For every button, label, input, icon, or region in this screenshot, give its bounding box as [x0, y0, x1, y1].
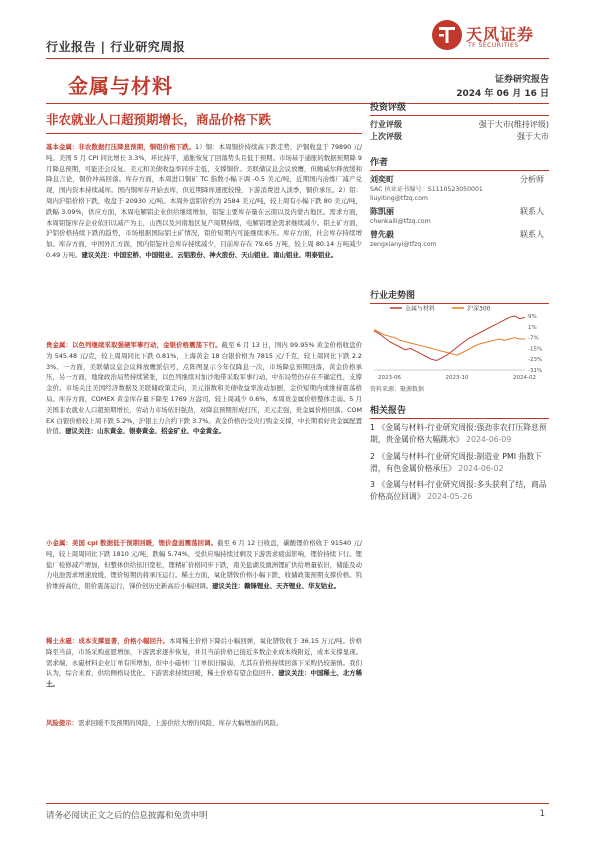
related-report-date: 2024-06-09 — [466, 435, 512, 445]
report-date: 2024 年 06 月 16 日 — [456, 89, 549, 99]
rating-title: 投资评级 — [370, 103, 407, 113]
contact-email[interactable]: chenkaili@tfzq.com — [370, 218, 431, 225]
section-precious-metals — [46, 340, 362, 437]
industry-rating-value: 强于大市(维持评级) — [478, 120, 549, 129]
x-tick-label: 2023-06 — [378, 375, 401, 381]
base-metals-lead: 基本金属：非农数据打压降息预期，铜铝价格下跌。 — [46, 143, 196, 151]
precious-metals-lead: 贵金属：以色列继续采取强硬军事行动，金银价格震荡下行。 — [46, 341, 222, 349]
section-risk — [46, 718, 362, 729]
y-tick-label: -31% — [528, 368, 543, 374]
base-metals-rec: 建议关注：中国宏桥、中国铝业、云铝股份、神火股份、天山铝业、南山铝业、明泰铝业。 — [81, 250, 338, 259]
footer-disclaimer: 请务必阅读正文之后的信息披露和免责申明 — [46, 811, 208, 821]
chart-source: 资料来源：聚源数据 — [370, 386, 425, 393]
x-tick-label: 2023-10 — [445, 375, 469, 381]
y-tick-label: -7% — [528, 335, 539, 342]
rare-earth-text: 本周稀土价格下降后小幅回弹，氧化镨钕收于 36.15 万元/吨。价格降至当前，市场采购意愿增加，下游需求逐步恢复，并且当前价格已接近多数企业成本线附近，成本支撑显现。需求端，永磁材料企业订单有所增加，但中小磁材厂订单依旧偏弱，尤其在价格持续回落下采购仍较谨慎。我们认为，综合来看，供给侧格局优化、下游需求持续回暖，稀土价格有望企稳回升。 — [46, 637, 362, 678]
contact-email[interactable]: zengxianyi@tfzq.com — [370, 241, 437, 248]
y-tick-label: -23% — [528, 357, 543, 364]
minor-metals-rec: 建议关注：赣锋锂业、天齐锂业、华友钴业。 — [212, 582, 340, 591]
prev-rating-label: 上次评级 — [370, 132, 402, 141]
contact-role: 联系人 — [520, 230, 544, 239]
related-report-item[interactable] — [370, 479, 549, 504]
related-report-date: 2024-06-02 — [458, 463, 504, 473]
related-report-title: 2 《金属与材料-行业研究周报:制造业 PMI 指数下滑，有色金属价格承压》 — [370, 451, 542, 473]
section-rare-earth — [46, 636, 362, 690]
related-report-item[interactable] — [370, 451, 549, 476]
page-number: 1 — [539, 809, 545, 819]
related-report-item[interactable] — [370, 422, 549, 447]
minor-metals-lead: 小金属：美国 cpi 数据低于预期回暖，锂价盘面震荡回调。 — [46, 539, 218, 547]
analyst-role: 分析师 — [520, 175, 544, 184]
y-tick-label: -15% — [528, 346, 543, 353]
analyst-cert: SAC 执业证书编号：S1110523050001 — [370, 186, 483, 193]
related-report-title: 3 《金属与材料-行业研究周报:多头获利了结，商品价格高位回调》 — [370, 480, 547, 502]
base-metals-text: 1）铜：本周铜价持续高下跌走势，沪铜收盘于 79890 元/吨。美国 5 月 CPI 同比增长 3.3%，环比持平，通胀恢复了回落势头且低于预期。市场基于通胀的数据预期降 9 月降息预期，可能还会反复。美元和美债收益率同步走低，支撑铜价。美联储议息会议放鹰，但鲍威尔释放缓和降息言论，铜价冲高回落。库存方面，本周进口铜矿 TC 指数小幅下调 -0.5 美元/吨，近期国内冶炼厂减产兑现，国内资本持续减库。国内铜库存开始去库，但近期降库速度较慢，下游消费进入淡季，铜价承压。2）铝：周内沪铝价格下跌，收盘于 20930 元/吨。本周外盘铝价约为 2584 美元/吨，较上周有小幅下跌 80 美元/吨，跌幅 3.09%，供应方面，本周电解铝企业供给继续增加，铝锭主要库存量在云南以及内蒙古地区。需求方面，本周铝锭库存企业依旧以减产为主，山西以及河南地区复产周期持续，电解铝理论需求继续减少。铝土矿方面，沪铝价格持续下跌的趋势，市场根据国际铝土矿情况，铝价短期内可能继续承压。库存方面，社会库存持续增加。库存方面，中国外汇方面，国内铝锭社会库存持续减少，目前库存在 79.65 万吨，较上周 80.14 万吨减少 0.49 万吨。 — [46, 143, 362, 259]
risk-lead: 风险提示： — [46, 719, 78, 727]
y-tick-label: 1% — [528, 324, 537, 331]
report-type: 证券研究报告 — [494, 75, 549, 85]
footer-divider — [46, 803, 549, 804]
rating-block — [370, 100, 549, 143]
x-tick-label: 2024-02 — [513, 375, 536, 381]
related-block — [370, 403, 549, 504]
header-divider — [46, 58, 549, 59]
author-block — [370, 155, 549, 249]
related-report-date: 2024-05-26 — [427, 492, 473, 502]
related-title: 相关报告 — [370, 406, 407, 416]
contact-entry — [370, 229, 549, 249]
y-tick-label: 9% — [528, 314, 537, 320]
legend-label: 金属与材料 — [405, 305, 436, 313]
section-minor-metals — [46, 538, 362, 592]
headline-divider — [46, 133, 362, 134]
risk-text: 需求回暖不及预期的风险，上游供给大增的风险，库存大幅增加的风险。 — [77, 719, 283, 727]
prev-rating-value: 强于大市 — [517, 132, 549, 141]
contact-role: 联系人 — [520, 207, 544, 216]
section-base-metals — [46, 142, 362, 261]
related-report-title: 1 《金属与材料-行业研究周报:强劲非农打压降息预期，贵金属价格大幅跳水》 — [370, 423, 547, 445]
report-category: 行业报告 | 行业研究周报 — [46, 40, 186, 54]
legend-label: 沪深300 — [467, 305, 491, 313]
trend-title: 行业走势图 — [370, 291, 416, 301]
logo-text: 天风证券 — [466, 25, 535, 44]
minor-metals-text: 截至 6 月 12 日收盘，碳酸锂价格收于 91540 元/吨，较上周周同比下跌 1810 元/吨，跌幅 5.74%，受供应端持续过剩及下游需求疲弱影响，锂价持续下行。锂盐厂检修减产增加，但整体供给依旧宽松，锂精矿价格同步下跌，南美盐湖及澳洲锂矿供给增量依旧，储能及动力电池需求增速放缓，锂价短期仍将承压运行。稀土方面，氧化镨钕价格小幅下跌，收储政策预期支撑价格。钨价维持高位，钼价震荡运行，锑价创历史新高后小幅回调。 — [46, 539, 362, 591]
contact-entry — [370, 206, 549, 226]
rare-earth-rec: 建议关注：中国稀土、北方稀土。 — [46, 669, 363, 689]
contact-name: 曾先毅 — [370, 230, 394, 239]
analyst-email[interactable]: liuyiting@tfzq.com — [370, 195, 428, 202]
rare-earth-lead: 稀土永磁：成本支撑显著，价格小幅回升。 — [46, 637, 169, 645]
precious-metals-text: 截至 6 月 13 日，国内 99.95% 黄金价格收盘价为 545.48 元/克，较上周周同比下跌 0.81%，上海黄金 18 白银价格为 7815 元/千克，较上周同比下跌 2.23%。一方面，美联储议息会议释放鹰派信号，点阵图显示今年仅降息一次，市场降息预期回落，黄金价格承压，另一方面，地缘政治局势持续紧张，以色列继续对加沙地带采取军事行动，中东局势仍存在不确定性，支撑金价。市场关注美国经济数据及美联储政策走向，美元指数和美债收益率波动加剧，金价短期内或维持震荡格局。库存方面，COMEX 黄金库存量下降至 1769 万盎司，较上周减少 0.6%，本周贵金属价格整体走弱。5 月美国非农就业人口超预期增长，劳动力市场依旧强劲，对降息预期形成打压，美元走强，贵金属价格回落。COMEX 白银价格较上周下跌 5.2%，沪银主力合约下跌 3.7%。黄金价格仍受央行购金支撑，中长期看好贵金属配置价值。 — [46, 341, 362, 436]
analyst-name: 刘奕町 — [370, 175, 394, 184]
precious-metals-rec: 建议关注：山东黄金、银泰黄金、招金矿业、中金黄金。 — [65, 427, 225, 436]
author-divider — [370, 170, 549, 171]
report-headline: 非农就业人口超预期增长，商品价格下跌 — [46, 112, 272, 127]
trend-chart — [370, 302, 549, 382]
logo-subtext: TF SECURITIES — [468, 42, 519, 49]
related-divider — [370, 418, 549, 419]
analyst-entry — [370, 174, 549, 203]
tf-logo-icon — [430, 18, 464, 52]
author-title: 作者 — [370, 158, 389, 168]
contact-name: 陈凯丽 — [370, 207, 394, 216]
series-line — [374, 330, 525, 356]
rating-divider — [370, 115, 549, 116]
industry-rating-label: 行业评级 — [370, 120, 402, 129]
industry-title: 金属与材料 — [68, 74, 173, 98]
